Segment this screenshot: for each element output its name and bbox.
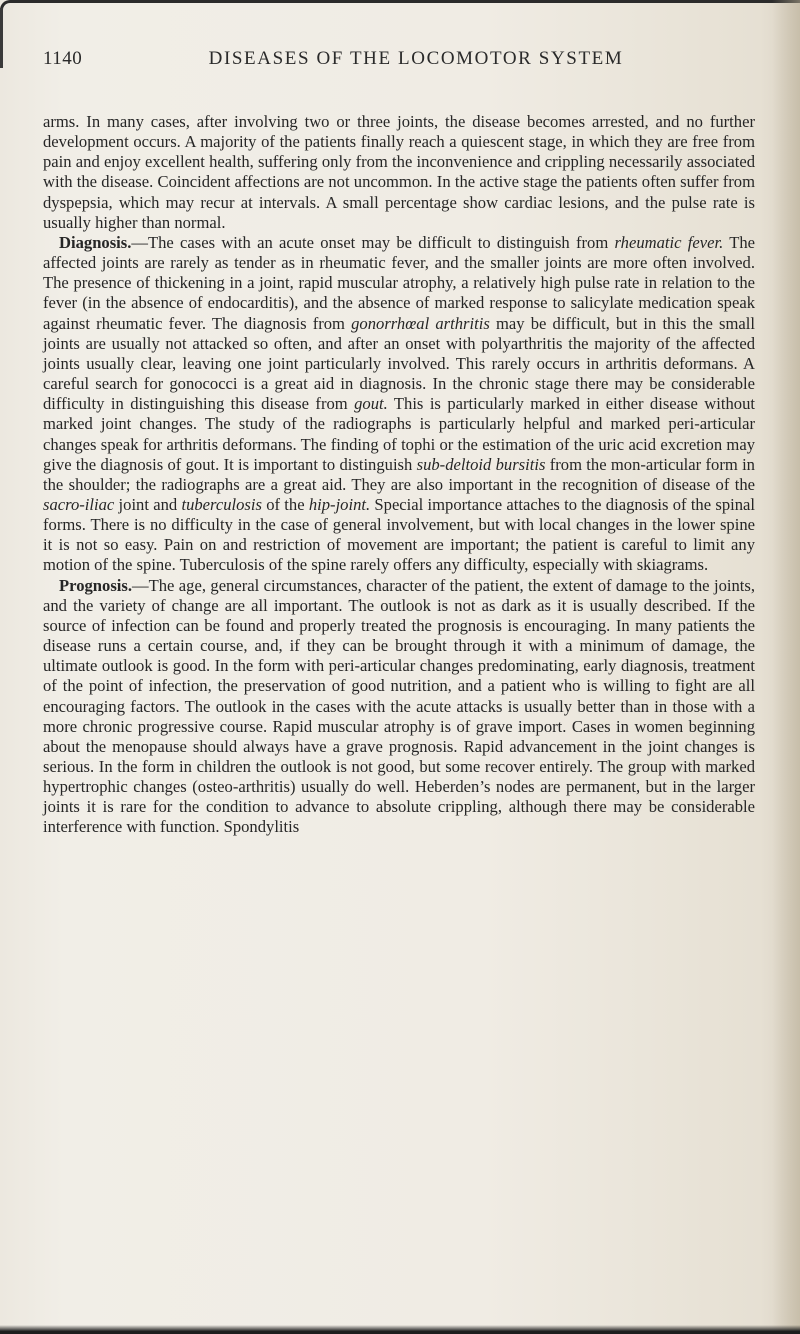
page-gutter-shadow xyxy=(772,0,800,1334)
italic-term: sub-deltoid bursitis xyxy=(416,454,546,474)
section-heading: Prognosis. xyxy=(59,575,132,595)
text-run: joint and xyxy=(114,494,182,514)
italic-term: tuberculosis xyxy=(181,494,262,514)
text-run: arms. In many cases, after involving two or three joints, the disease becomes arrested, and no further development occurs. A majority of the patients finally reach a quiescent stage, in which they are free from pain and enjoy excellent health, suffering only from the inconvenience and crippling necessarily associated with the disease. Coincident affections are not uncommon. In the active stage the patients often suffer from dyspepsia, which may recur at intervals. A small percentage show cardiac lesions, and the pulse rate is usually higher than normal. xyxy=(43,112,755,232)
text-run: —The age, general circumstances, character of the patient, the extent of damage to the joints, and the variety of change are all important. The outlook is not as dark as it is usually described. If the source of infection can be found and properly treated the prognosis is encouraging. In many patients the disease runs a certain course, and, if they can be brought through it with a minimum of damage, the ultimate outlook is good. In the form with peri-articular changes predominating, early diagnosis, treatment of the point of infection, the preservation of good nutrition, and a patient who is willing to fight are all encouraging factors. The outlook in the cases with the acute attacks is usually better than in those with a more chronic progressive course. Rapid muscular atrophy is of grave import. Cases in women beginning about the menopause should always have a grave prognosis. Rapid advancement in the joint changes is serious. In the form in children the outlook is not good, but some recover entirely. The group with marked hypertrophic changes (osteo-arthritis) usually do well. Heberden’s nodes are permanent, but in the larger joints it is rare for the condition to advance to absolute crippling, although there may be considerable interference with function. Spondylitis xyxy=(43,575,755,837)
page-number: 1140 xyxy=(43,48,83,69)
text-run: The affected joints are rarely as tender as in rheumatic fever, and the smaller joints are more often involved. The presence of thickening in a joint, rapid muscular atrophy, a relatively high pulse rate in relation to the fever (in the absence of endocarditis), and the absence of marked response to salicylate medication speak against rheumatic fever. The diagnosis from xyxy=(43,232,755,333)
italic-term: rheumatic fever. xyxy=(614,232,724,252)
paragraph xyxy=(43,112,755,233)
text-run: from the mon-articular form in the shoulder; the radiographs are a great aid. They are also important in the recognition of disease of the xyxy=(43,454,755,494)
text-run: Special importance attaches to the diagnosis of the spinal forms. There is no difficulty in the case of general involvement, but with local changes in the lower spine it is not so easy. Pain on and restriction of movement are important; the patient is careful to limit any motion of the spine. Tuberculosis of the spine rarely offers any difficulty, especially with skiagrams. xyxy=(43,494,755,575)
italic-term: gonorrhœal arthritis xyxy=(351,313,490,333)
paragraph xyxy=(43,233,755,576)
italic-term: hip-joint. xyxy=(308,494,371,514)
text-run: —The cases with an acute onset may be difficult to distinguish from xyxy=(131,232,615,252)
text-run: may be difficult, but in this the small joints are usually not attacked so often, and after an onset with polyarthritis the majority of the affected joints usually clear, leaving one joint particularly involved. This rarely occurs in arthritis deformans. A careful search for gonococci is a great aid in diagnosis. In the chronic stage there may be considerable difficulty in distinguishing this disease from xyxy=(43,313,755,414)
body-text xyxy=(43,112,755,838)
section-heading: Diagnosis. xyxy=(59,232,132,252)
text-run: This is particularly marked in either disease without marked joint changes. The study of the radiographs is particularly helpful and marked peri-articular changes speak for arthritis deformans. The finding of tophi or the estimation of the uric acid excretion may give the diagnosis of gout. It is important to distinguish xyxy=(43,394,755,474)
text-run: of the xyxy=(261,494,309,514)
page-bottom-edge xyxy=(0,1325,800,1334)
page-header xyxy=(43,48,755,78)
running-head: DISEASES OF THE LOCOMOTOR SYSTEM xyxy=(208,48,624,69)
italic-term: sacro-iliac xyxy=(43,494,115,514)
paragraph xyxy=(43,576,755,838)
page-left-edge xyxy=(0,8,3,68)
italic-term: gout. xyxy=(354,394,388,414)
page-top-edge xyxy=(0,0,800,10)
